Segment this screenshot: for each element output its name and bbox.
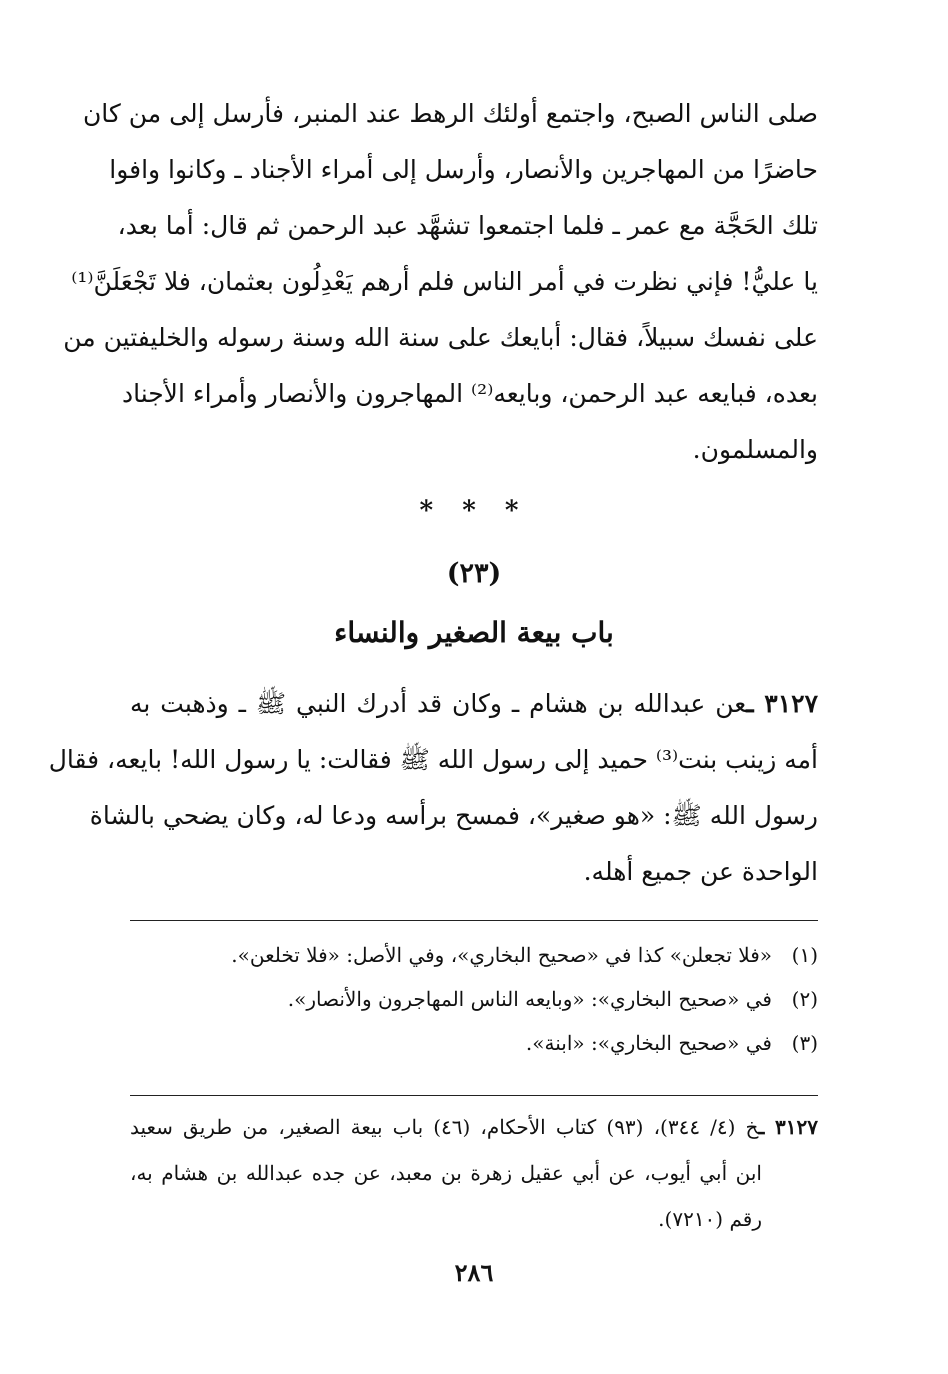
footnote-number: (٣) <box>791 1031 818 1055</box>
source-line: رقم (٧٢١٠). <box>658 1207 762 1231</box>
footnote-text: في «صحيح البخاري»: «وبايعه الناس المهاجرون والأنصار». <box>287 987 772 1011</box>
text-line: صلى الناس الصبح، واجتمع أولئك الرهط عند المنبر، فأرسل إلى من كان <box>82 99 818 128</box>
text-line: الواحدة عن جميع أهله. <box>583 857 818 886</box>
hadith-first-line: عن عبدالله بن هشام ـ وكان قد أدرك النبي ﷺ ـ وذهبت به <box>130 689 747 718</box>
footnote-text: في «صحيح البخاري»: «ابنة». <box>525 1031 772 1055</box>
footnote-text: «فلا تجعلن» كذا في «صحيح البخاري»، وفي الأصل: «فلا تخلعن». <box>231 943 772 967</box>
source-line <box>130 1104 818 1150</box>
text-line: بعده، فبايعه عبد الرحمن، وبايعه⁽²⁾ المهاجرون والأنصار وأمراء الأجناد <box>121 379 818 408</box>
source-line: ابن أبي أيوب، عن أبي عقيل زهرة بن معبد، عن جده عبدالله بن هشام به، <box>130 1161 762 1185</box>
section-separator: * * * <box>419 496 529 526</box>
source-reference <box>130 1104 818 1242</box>
paragraph-continuation <box>63 86 818 478</box>
text-line: رسول الله ﷺ: «هو صغير»، فمسح برأسه ودعا له، وكان يضحي بالشاة <box>89 801 818 830</box>
hadith-number: ٣١٢٧ ـ <box>746 689 819 718</box>
text-line: تلك الحَجَّة مع عمر ـ فلما اجتمعوا تشهَّد عبد الرحمن ثم قال: أما بعد، <box>117 211 818 240</box>
hadith-text <box>48 676 819 900</box>
footnote-divider <box>130 920 818 921</box>
footnote-item <box>130 1021 818 1065</box>
text-line: أمه زينب بنت⁽³⁾ حميد إلى رسول الله ﷺ فقالت: يا رسول الله! بايعه، فقال <box>48 745 818 774</box>
source-first-line: خ (٤/ ٣٤٤)، (٩٣) كتاب الأحكام، (٤٦) باب بيعة الصغير، من طريق سعيد <box>130 1115 759 1139</box>
text-line: على نفسك سبيلاً، فقال: أبايعك على سنة الله وسنة رسوله والخليفتين من <box>63 323 818 352</box>
chapter-title: باب بيعة الصغير والنساء <box>334 616 614 649</box>
footnote-item <box>130 933 818 977</box>
page-number: ٢٨٦ <box>454 1258 494 1287</box>
footnote-item <box>130 977 818 1021</box>
footnotes <box>130 933 818 1065</box>
footnote-number: (٢) <box>791 987 818 1011</box>
text-line: حاضرًا من المهاجرين والأنصار، وأرسل إلى أمراء الأجناد ـ وكانوا وافوا <box>109 155 818 184</box>
text-line: والمسلمون. <box>692 435 818 464</box>
chapter-number: (٢٣) <box>446 558 502 589</box>
source-number: ٣١٢٧ ـ <box>758 1115 818 1139</box>
source-divider <box>130 1095 818 1096</box>
footnote-number: (١) <box>791 943 818 967</box>
text-line <box>130 676 818 732</box>
text-line: يا عليُّ! فإني نظرت في أمر الناس فلم أرهم يَعْدِلُون بعثمان، فلا تَجْعَلَنَّ⁽¹⁾ <box>71 267 818 296</box>
